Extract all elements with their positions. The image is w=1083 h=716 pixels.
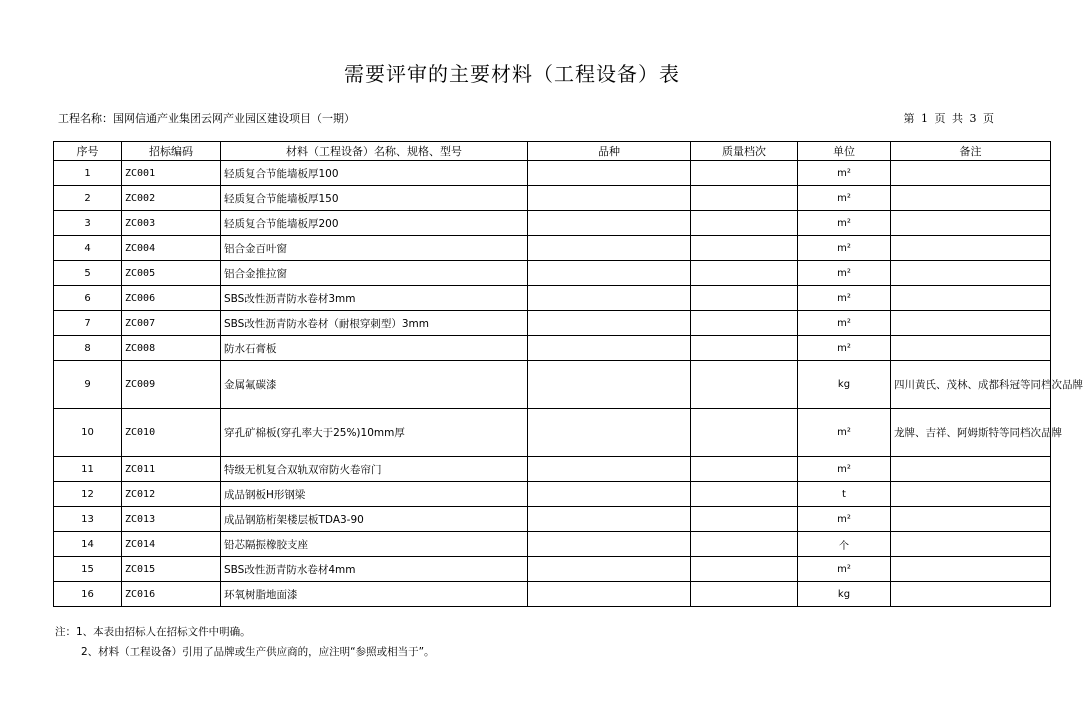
cell-code: ZC008 <box>122 336 221 361</box>
cell-grade <box>691 286 798 311</box>
cell-code: ZC003 <box>122 211 221 236</box>
cell-unit: t <box>798 482 891 507</box>
cell-variety <box>528 286 691 311</box>
cell-code: ZC011 <box>122 457 221 482</box>
cell-unit: m² <box>798 409 891 457</box>
cell-name: SBS改性沥青防水卷材（耐根穿刺型）3mm <box>221 311 528 336</box>
cell-note <box>891 211 1051 236</box>
cell-note <box>891 261 1051 286</box>
table-row <box>54 261 1051 286</box>
cell-no: 15 <box>54 557 122 582</box>
cell-note <box>891 336 1051 361</box>
cell-variety <box>528 409 691 457</box>
cell-unit: m² <box>798 557 891 582</box>
footnote-1: 注：1、本表由招标人在招标文件中明确。 <box>55 626 251 638</box>
cell-grade <box>691 236 798 261</box>
cell-unit: m² <box>798 236 891 261</box>
cell-unit: m² <box>798 457 891 482</box>
cell-note <box>891 482 1051 507</box>
cell-code: ZC012 <box>122 482 221 507</box>
cell-code: ZC007 <box>122 311 221 336</box>
cell-unit: m² <box>798 186 891 211</box>
cell-unit: m² <box>798 336 891 361</box>
cell-unit: m² <box>798 311 891 336</box>
table-row <box>54 582 1051 607</box>
table-row <box>54 336 1051 361</box>
cell-note <box>891 286 1051 311</box>
cell-note <box>891 582 1051 607</box>
cell-code: ZC004 <box>122 236 221 261</box>
table-row <box>54 557 1051 582</box>
cell-no: 8 <box>54 336 122 361</box>
table-row <box>54 311 1051 336</box>
table-row <box>54 457 1051 482</box>
cell-no: 12 <box>54 482 122 507</box>
cell-grade <box>691 336 798 361</box>
cell-variety <box>528 161 691 186</box>
cell-name: 成品钢板H形钢梁 <box>221 482 528 507</box>
cell-note <box>891 236 1051 261</box>
column-header-variety: 品种 <box>528 142 691 161</box>
column-header-code: 招标编码 <box>122 142 221 161</box>
cell-name: SBS改性沥青防水卷材3mm <box>221 286 528 311</box>
column-header-unit: 单位 <box>798 142 891 161</box>
cell-code: ZC006 <box>122 286 221 311</box>
cell-name: 成品钢筋桁架楼层板TDA3-90 <box>221 507 528 532</box>
cell-unit: kg <box>798 361 891 409</box>
cell-grade <box>691 261 798 286</box>
cell-name: 轻质复合节能墙板厚100 <box>221 161 528 186</box>
cell-code: ZC014 <box>122 532 221 557</box>
cell-grade <box>691 582 798 607</box>
footnote-2: 2、材料（工程设备）引用了品牌或生产供应商的，应注明“参照或相当于”。 <box>81 646 435 658</box>
cell-code: ZC010 <box>122 409 221 457</box>
cell-unit: m² <box>798 286 891 311</box>
table-row <box>54 409 1051 457</box>
page-indicator: 第 1 页 共 3 页 <box>903 112 994 125</box>
cell-variety <box>528 361 691 409</box>
table-row <box>54 211 1051 236</box>
cell-no: 1 <box>54 161 122 186</box>
cell-grade <box>691 186 798 211</box>
cell-note <box>891 161 1051 186</box>
cell-grade <box>691 211 798 236</box>
table-row <box>54 161 1051 186</box>
cell-name: 铝合金推拉窗 <box>221 261 528 286</box>
cell-note: 龙牌、吉祥、阿姆斯特等同档次品牌 <box>891 409 1051 457</box>
cell-code: ZC015 <box>122 557 221 582</box>
cell-grade <box>691 409 798 457</box>
footnotes <box>55 622 435 662</box>
cell-no: 6 <box>54 286 122 311</box>
cell-grade <box>691 457 798 482</box>
cell-variety <box>528 582 691 607</box>
cell-variety <box>528 311 691 336</box>
table-row <box>54 482 1051 507</box>
cell-variety <box>528 261 691 286</box>
cell-name: 特级无机复合双轨双帘防火卷帘门 <box>221 457 528 482</box>
cell-unit: kg <box>798 582 891 607</box>
cell-variety <box>528 336 691 361</box>
cell-note <box>891 457 1051 482</box>
cell-name: 轻质复合节能墙板厚150 <box>221 186 528 211</box>
cell-no: 5 <box>54 261 122 286</box>
table-row <box>54 236 1051 261</box>
materials-table <box>53 141 1083 607</box>
cell-no: 7 <box>54 311 122 336</box>
cell-code: ZC009 <box>122 361 221 409</box>
cell-code: ZC001 <box>122 161 221 186</box>
cell-no: 2 <box>54 186 122 211</box>
cell-grade <box>691 557 798 582</box>
cell-note <box>891 557 1051 582</box>
cell-variety <box>528 457 691 482</box>
cell-name: 金属氟碳漆 <box>221 361 528 409</box>
cell-note <box>891 532 1051 557</box>
cell-name: 防水石膏板 <box>221 336 528 361</box>
cell-name: SBS改性沥青防水卷材4mm <box>221 557 528 582</box>
column-header-name: 材料（工程设备）名称、规格、型号 <box>221 142 528 161</box>
cell-grade <box>691 482 798 507</box>
cell-grade <box>691 311 798 336</box>
table-row <box>54 361 1051 409</box>
cell-note: 四川黄氏、茂林、成都科冠等同档次品牌 <box>891 361 1051 409</box>
cell-no: 3 <box>54 211 122 236</box>
column-header-grade: 质量档次 <box>691 142 798 161</box>
cell-variety <box>528 482 691 507</box>
cell-code: ZC005 <box>122 261 221 286</box>
cell-name: 铅芯隔振橡胶支座 <box>221 532 528 557</box>
cell-no: 11 <box>54 457 122 482</box>
cell-name: 穿孔矿棉板(穿孔率大于25%)10mm厚 <box>221 409 528 457</box>
cell-unit: m² <box>798 161 891 186</box>
cell-code: ZC016 <box>122 582 221 607</box>
table-header-row <box>54 142 1051 161</box>
table-row <box>54 286 1051 311</box>
cell-code: ZC013 <box>122 507 221 532</box>
cell-no: 9 <box>54 361 122 409</box>
cell-variety <box>528 236 691 261</box>
table-row <box>54 186 1051 211</box>
cell-unit: m² <box>798 261 891 286</box>
table-row <box>54 507 1051 532</box>
cell-note <box>891 507 1051 532</box>
cell-no: 13 <box>54 507 122 532</box>
cell-grade <box>691 507 798 532</box>
cell-grade <box>691 532 798 557</box>
cell-note <box>891 311 1051 336</box>
cell-grade <box>691 161 798 186</box>
cell-unit: 个 <box>798 532 891 557</box>
cell-variety <box>528 557 691 582</box>
cell-name: 铝合金百叶窗 <box>221 236 528 261</box>
cell-no: 14 <box>54 532 122 557</box>
cell-grade <box>691 361 798 409</box>
cell-unit: m² <box>798 507 891 532</box>
table-row <box>54 532 1051 557</box>
cell-note <box>891 186 1051 211</box>
cell-unit: m² <box>798 211 891 236</box>
page-title: 需要评审的主要材料（工程设备）表 <box>344 62 680 86</box>
project-name: 工程名称：国网信通产业集团云网产业园区建设项目（一期） <box>58 112 355 125</box>
cell-name: 环氧树脂地面漆 <box>221 582 528 607</box>
cell-no: 10 <box>54 409 122 457</box>
cell-variety <box>528 186 691 211</box>
cell-variety <box>528 211 691 236</box>
cell-code: ZC002 <box>122 186 221 211</box>
column-header-note: 备注 <box>891 142 1051 161</box>
cell-name: 轻质复合节能墙板厚200 <box>221 211 528 236</box>
cell-variety <box>528 507 691 532</box>
cell-variety <box>528 532 691 557</box>
column-header-no: 序号 <box>54 142 122 161</box>
cell-no: 4 <box>54 236 122 261</box>
cell-no: 16 <box>54 582 122 607</box>
